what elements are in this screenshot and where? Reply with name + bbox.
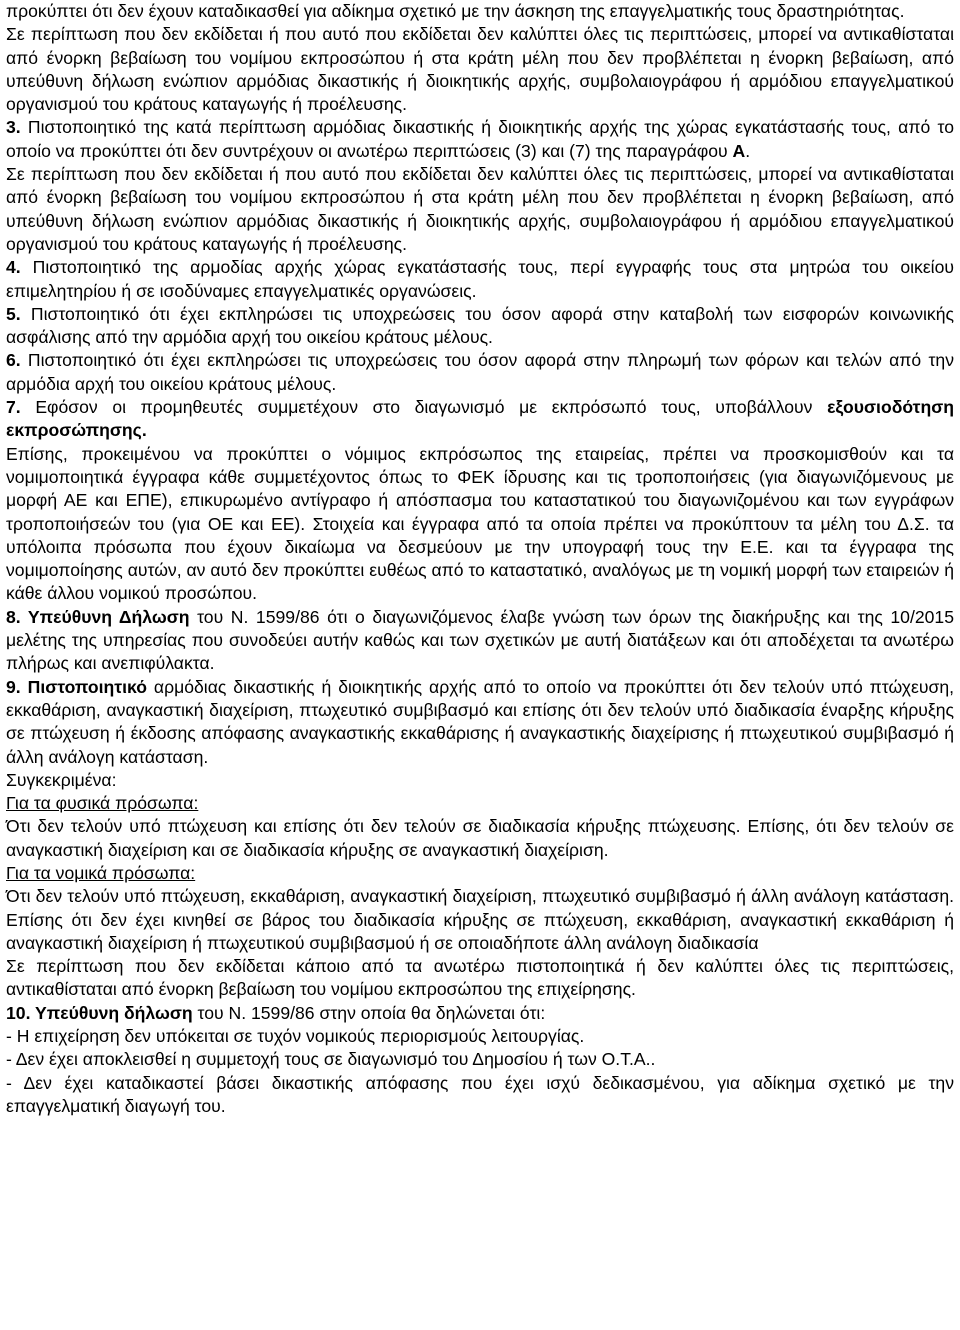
item-10: [6, 1002, 954, 1025]
item-6: [6, 349, 954, 396]
list-item: - Δεν έχει αποκλεισθεί η συμμετοχή τους σε διαγωνισμό του Δημοσίου ή των Ο.Τ.Α..: [6, 1049, 656, 1070]
heading-natural-persons: Για τα φυσικά πρόσωπα:: [6, 793, 199, 814]
item-number: 6.: [6, 350, 21, 371]
item-number: 3.: [6, 117, 21, 138]
paragraph-legal-persons: Ότι δεν τελούν υπό πτώχευση, εκκαθάριση, αναγκαστική διαχείριση, πτωχευτικό συμβιβασμό ή άλλη ανάλογη κατάσταση. Επίσης ότι δεν έχει κινηθεί σε βάρος του διαδικασία κήρυξης σε πτώχευση, εκκαθάριση, αναγκαστική εκκαθάριση ή αναγκαστική διαχείριση ή πτωχευτικού συμβιβασμού ή σε οποιαδήποτε άλλη ανάλογη διαδικασία: [6, 886, 954, 953]
item-5: [6, 303, 954, 350]
item-number: 7.: [6, 397, 21, 418]
item-9: [6, 676, 954, 769]
list-item: - Η επιχείρηση δεν υπόκειται σε τυχόν νομικούς περιορισμούς λειτουργίας.: [6, 1026, 585, 1047]
item-8: [6, 606, 954, 676]
item-3: [6, 116, 954, 163]
item-text-end: .: [745, 140, 751, 161]
paragraph-natural-persons: Ότι δεν τελούν υπό πτώχευση και επίσης ότι δεν τελούν σε διαδικασία κήρυξης πτώχευσης. Επίσης, ότι δεν τελούν σε αναγκαστική διαχείριση και σε διαδικασία κήρυξης σε αναγκαστική διαχείριση.: [6, 816, 954, 860]
item-7: [6, 396, 954, 443]
item-heading: 8. Υπεύθυνη Δήλωση: [6, 606, 190, 627]
item-text: αρμόδιας δικαστικής ή διοικητικής αρχής από το οποίο να προκύπτει ότι δεν τελούν υπό πτώχευση, εκκαθάριση, αναγκαστική διαχείριση, πτωχευτικό συμβιβασμό και επίσης ότι δεν τελούν υπό διαδικασία έναρξης κήρυξης σε πτώχευση ή έκδοσης απόφασης αναγκαστικής εκκαθάρισης ή αναγκαστικής διαχείρισης ή πτωχευτικού συμβιβασμό ή άλλη ανάλογη κατάσταση.: [6, 676, 955, 767]
heading-legal-persons: Για τα νομικά πρόσωπα:: [6, 862, 196, 883]
paragraph-legal-documents: Επίσης, προκειμένου να προκύπτει ο νόμιμος εκπρόσωπος της εταιρείας, πρέπει να προσκομισθούν και τα νομιμοποιητικά έγγραφα κάθε συμμετέχοντος όπως το ΦΕΚ ίδρυσης και τις τροποποιήσεις (για διαγωνιζόμενους με μορφή ΑΕ και ΕΠΕ), επικυρωμένο αντίγραφο ή απόσπασμα του καταστατικού του διαγωνιζομένου και των εγγράφων τροποποιήσεών του (για ΟΕ και ΕΕ). Στοιχεία και έγγραφα από τα οποία πρέπει να προκύπτουν τα μέλη του Δ.Σ. τα υπόλοιπα πρόσωπα που έχουν δικαίωμα να δεσμεύουν με την υπογραφή τους την Ε.Ε. και τα έγγραφα της νομιμοποίησης αυτών, αν αυτό δεν προκύπτει ευθέως από το καταστατικό, αναλόγως με τη νομική μορφή των εταιρειών ή κάθε άλλου νομικού προσώπου.: [6, 443, 954, 604]
item-text: Πιστοποιητικό ότι έχει εκπληρώσει τις υποχρεώσεις του όσον αφορά στην καταβολή των εισφορών κοινωνικής ασφάλισης από την αρμόδια αρχή του οικείου κράτους μέλους.: [6, 303, 954, 348]
paragraph-substitute-certificates: Σε περίπτωση που δεν εκδίδεται κάποιο από τα ανωτέρω πιστοποιητικά ή δεν καλύπτει όλες τις περιπτώσεις, αντικαθίσταται από ένορκη βεβαίωση του νομίμου εκπροσώπου της επιχείρησης.: [6, 956, 954, 1000]
item-text: Πιστοποιητικό της αρμοδίας αρχής χώρας εγκατάστασής τους, περί εγγραφής τους στα μητρώα του οικείου επιμελητηρίου ή σε ισοδύναμες επαγγελματικές οργανώσεις.: [6, 257, 954, 301]
paragraph-substitute-oath-2: Σε περίπτωση που δεν εκδίδεται ή που αυτό που εκδίδεται δεν καλύπτει όλες τις περιπτώσεις, μπορεί να αντικαθίσταται από ένορκη βεβαίωση του νομίμου εκπροσώπου ή στα κράτη μέλη που δεν προβλέπεται η ένορκη βεβαίωση, από υπεύθυνη δήλωση ενώπιον αρμόδιας δικαστικής ή διοικητικής αρχής, συμβολαιογράφου ή αρμόδιου επαγγελματικού οργανισμού του κράτους καταγωγής ή προέλευσης.: [6, 164, 954, 254]
list-item: - Δεν έχει καταδικαστεί βάσει δικαστικής απόφασης που έχει ισχύ δεδικασμένου, για αδίκημα σχετικό με την επαγγελματική διαγωγή του.: [6, 1072, 954, 1116]
paragraph-letter: Α: [732, 140, 746, 161]
item-number: 4.: [6, 257, 21, 278]
item-heading: 10. Υπεύθυνη δήλωση: [6, 1002, 193, 1023]
paragraph-continuation: προκύπτει ότι δεν έχουν καταδικασθεί για αδίκημα σχετικό με την άσκηση της επαγγελματικής τους δραστηριότητας.: [6, 1, 905, 21]
item-heading: 9. Πιστοποιητικό: [6, 676, 147, 697]
item-text: του Ν. 1599/86 ότι ο διαγωνιζόμενος έλαβε γνώση των όρων της διακήρυξης και της 10/2015 μελέτης της υπηρεσίας που συνοδεύει αυτήν καθώς και των σχετικών με αυτή διατάξεων και ότι αποδέχεται τα ανωτέρω πλήρως και ανεπιφύλακτα.: [6, 606, 954, 674]
item-text: Πιστοποιητικό ότι έχει εκπληρώσει τις υποχρεώσεις του όσον αφορά στην πληρωμή των φόρων και τελών από την αρμόδια αρχή του οικείου κράτους μέλους.: [6, 350, 954, 394]
paragraph-substitute-oath: Σε περίπτωση που δεν εκδίδεται ή που αυτό που εκδίδεται δεν καλύπτει όλες τις περιπτώσεις, μπορεί να αντικαθίσταται από ένορκη βεβαίωση του νομίμου εκπροσώπου ή στα κράτη μέλη που δεν προβλέπεται η ένορκη βεβαίωση, από υπεύθυνη δήλωση ενώπιον αρμόδιας δικαστικής ή διοικητικής αρχής, συμβολαιογράφου ή αρμόδιου επαγγελματικού οργανισμού του κράτους καταγωγής ή προέλευσης.: [6, 24, 954, 115]
item-bold-phrase: εξουσιοδότηση εκπροσώπησης.: [6, 397, 954, 441]
item-text: Πιστοποιητικό της κατά περίπτωση αρμόδιας δικαστικής ή διοικητικής αρχής της χώρας εγκατάστασής τους, από το οποίο να προκύπτει ότι δεν συντρέχουν οι ανωτέρω περιπτώσεις (3) και (7) της παραγράφου: [6, 117, 954, 161]
item-text: του Ν. 1599/86 στην οποία θα δηλώνεται ότι:: [192, 1002, 546, 1023]
item-number: 5.: [6, 303, 21, 324]
item-4: [6, 256, 954, 303]
label-specifically: Συγκεκριμένα:: [6, 769, 117, 790]
item-text: Εφόσον οι προμηθευτές συμμετέχουν στο διαγωνισμό με εκπρόσωπό τους, υποβάλλουν: [20, 397, 828, 418]
